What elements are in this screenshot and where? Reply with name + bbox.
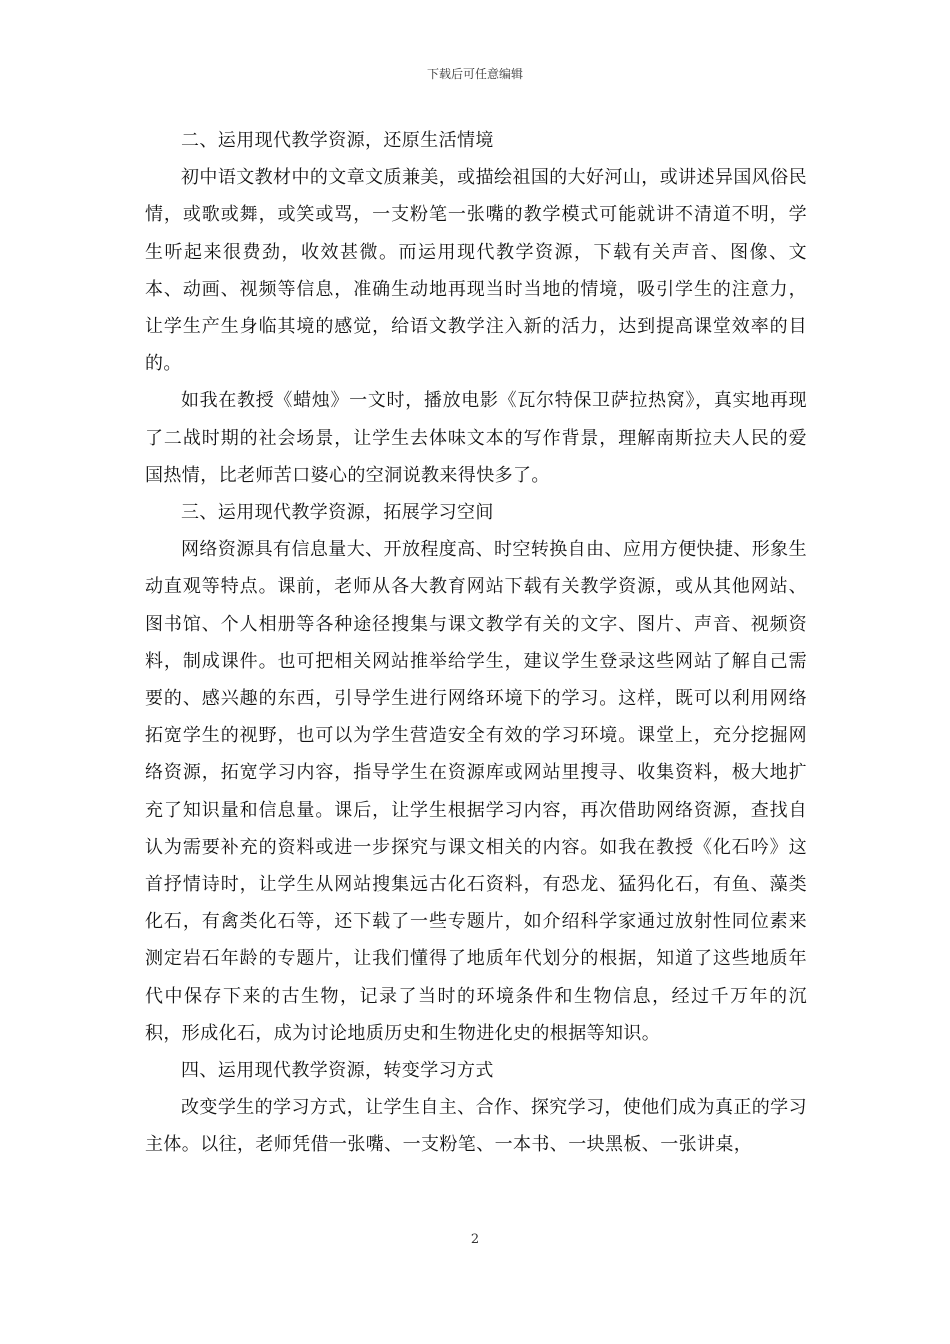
page-header: 下载后可任意编辑 [426, 67, 523, 81]
body-paragraph: 如我在教授《蜡烛》一文时，播放电影《瓦尔特保卫萨拉热窝》，真实地再现了二战时期的社会场景，让学生去体味文本的写作背景，理解南斯拉夫人民的爱国热情，比老师苦口婆心的空洞说教来得快多了。 [145, 390, 807, 486]
body-paragraph: 改变学生的学习方式，让学生自主、合作、探究学习，使他们成为真正的学习主体。以往，老师凭借一张嘴、一支粉笔、一本书、一块黑板、一张讲桌， [145, 1097, 807, 1156]
section-heading-4: 四、运用现代教学资源，转变学习方式 [181, 1060, 494, 1082]
document-body [145, 122, 807, 1164]
body-paragraph: 网络资源具有信息量大、开放程度高、时空转换自由、应用方便快捷、形象生动直观等特点。课前，老师从各大教育网站下载有关教学资源，或从其他网站、图书馆、个人相册等各种途径搜集与课文教学有关的文字、图片、声音、视频资料，制成课件。也可把相关网站推举给学生，建议学生登录这些网站了解自己需要的、感兴趣的东西，引导学生进行网络环境下的学习。这样，既可以利用网络拓宽学生的视野，也可以为学生营造安全有效的学习环境。课堂上，充分挖掘网络资源，拓宽学习内容，指导学生在资源库或网站里搜寻、收集资料，极大地扩充了知识量和信息量。课后，让学生根据学习内容，再次借助网络资源，查找自认为需要补充的资料或进一步探究与课文相关的内容。如我在教授《化石吟》这首抒情诗时，让学生从网站搜集远古化石资料，有恐龙、猛犸化石，有鱼、藻类化石，有禽类化石等，还下载了一些专题片，如介绍科学家通过放射性同位素来测定岩石年龄的专题片，让我们懂得了地质年代划分的根据，知道了这些地质年代中保存下来的古生物，记录了当时的环境条件和生物信息，经过千万年的沉积，形成化石，成为讨论地质历史和生物进化史的根据等知识。 [145, 539, 807, 1044]
section-heading-2: 二、运用现代教学资源，还原生活情境 [181, 130, 494, 151]
section-heading-3: 三、运用现代教学资源，拓展学习空间 [181, 502, 494, 524]
body-paragraph: 初中语文教材中的文章文质兼美，或描绘祖国的大好河山，或讲述异国风俗民情，或歌或舞，或笑或骂，一支粉笔一张嘴的教学模式可能就讲不清道不明，学生听起来很费劲，收效甚微。而运用现代教学资源，下载有关声音、图像、文本、动画、视频等信息，准确生动地再现当时当地的情境，吸引学生的注意力，让学生产生身临其境的感觉，给语文教学注入新的活力，达到提高课堂效率的目的。 [145, 167, 807, 375]
page-number: 2 [470, 1232, 480, 1247]
